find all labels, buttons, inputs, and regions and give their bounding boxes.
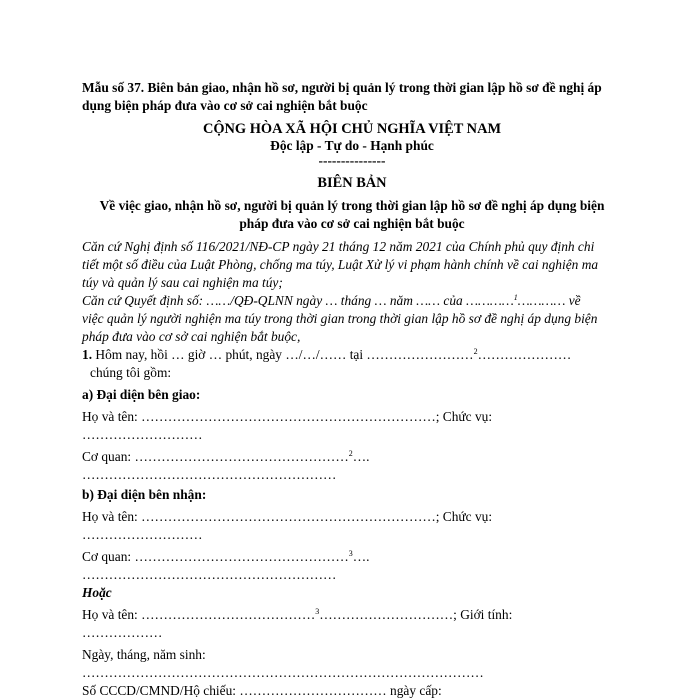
b-org-text: Cơ quan: ………………………………………… bbox=[82, 549, 349, 564]
legal-basis-1-line-2: tiết một số điều của Luật Phòng, chống ma túy, Luật Xử lý vi phạm hành chính về cai nghiện ma bbox=[82, 257, 599, 272]
b-org-field-cont: ………………………………………………… bbox=[82, 567, 337, 582]
legal-basis-2-tail: ………… về bbox=[517, 293, 581, 308]
section-b-heading: b) Đại diện bên nhận: bbox=[82, 487, 207, 502]
person-id-field: Số CCCD/CMND/Hộ chiếu: …………………………… ngày cấp: bbox=[82, 683, 442, 698]
document-type: BIÊN BẢN bbox=[317, 175, 387, 191]
person-name-field bbox=[82, 606, 622, 624]
item-1-line-1 bbox=[82, 346, 622, 364]
legal-basis-1-line-3: túy và quản lý sau cai nghiện ma túy; bbox=[82, 275, 283, 290]
legal-basis-1-line-1: Căn cứ Nghị định số 116/2021/NĐ-CP ngày 21 tháng 12 năm 2021 của Chính phủ quy định chi bbox=[82, 239, 595, 254]
legal-basis-2-line-1 bbox=[82, 292, 622, 310]
person-name-text: Họ và tên: ………………………………… bbox=[82, 607, 316, 622]
b-name-field-cont: ……………………… bbox=[82, 527, 203, 542]
footnote-marker: 2 bbox=[348, 449, 353, 458]
person-dob-field-cont: ……………………………………………………………………………… bbox=[82, 665, 484, 680]
subject-line-2: pháp đưa vào cơ sở cai nghiện bắt buộc bbox=[239, 216, 465, 231]
footnote-marker: 3 bbox=[315, 607, 320, 616]
footnote-marker: 2 bbox=[473, 347, 478, 356]
a-org-text: Cơ quan: ………………………………………… bbox=[82, 449, 349, 464]
item-1-tail: ………………… bbox=[477, 347, 572, 362]
national-name: CỘNG HÒA XÃ HỘI CHỦ NGHĨA VIỆT NAM bbox=[202, 121, 502, 137]
legal-basis-2-line-2: việc quản lý người nghiện ma túy trong thời gian trong thời gian lập hồ sơ đề nghị áp dụng biện bbox=[82, 311, 598, 326]
subject-line-1: Về việc giao, nhận hồ sơ, người bị quản lý trong thời gian lập hồ sơ đề nghị áp dụng biện bbox=[99, 198, 605, 213]
b-org-field bbox=[82, 548, 622, 566]
section-a-heading: a) Đại diện bên giao: bbox=[82, 387, 201, 402]
person-name-field-cont: ……………… bbox=[82, 625, 163, 640]
a-name-field: Họ và tên: …………………………………………………………; Chức vụ: bbox=[82, 409, 493, 424]
form-title-line-2: dụng biện pháp đưa vào cơ sở cai nghiện bắt buộc bbox=[82, 98, 368, 113]
person-name-tail: …………………………; Giới tính: bbox=[319, 607, 513, 622]
person-dob-field: Ngày, tháng, năm sinh: bbox=[82, 647, 206, 662]
a-org-field bbox=[82, 448, 622, 466]
item-1-line-2: chúng tôi gồm: bbox=[90, 365, 172, 380]
footnote-marker: 3 bbox=[348, 549, 353, 558]
a-org-tail: …. bbox=[352, 449, 370, 464]
b-org-tail: …. bbox=[352, 549, 370, 564]
legal-basis-2-line-3: pháp đưa vào cơ sở cai nghiện bắt buộc, bbox=[82, 329, 301, 344]
a-org-field-cont: ………………………………………………… bbox=[82, 467, 337, 482]
item-1-text: Hôm nay, hồi … giờ … phút, ngày …/…/…… tại …………………… bbox=[92, 347, 474, 362]
motto: Độc lập - Tự do - Hạnh phúc bbox=[270, 138, 434, 153]
legal-basis-2-text: Căn cứ Quyết định số: ……/QĐ-QLNN ngày … tháng … năm …… của ………… bbox=[82, 293, 514, 308]
b-name-field: Họ và tên: …………………………………………………………; Chức vụ: bbox=[82, 509, 493, 524]
item-1-number: 1. bbox=[82, 347, 93, 362]
or-heading: Hoặc bbox=[82, 585, 112, 600]
a-name-field-cont: ……………………… bbox=[82, 427, 203, 442]
motto-rule: --------------- bbox=[318, 153, 386, 168]
footnote-marker: 1 bbox=[513, 293, 518, 302]
form-title-line-1: Mẫu số 37. Biên bản giao, nhận hồ sơ, người bị quản lý trong thời gian lập hồ sơ đề nghị áp bbox=[82, 80, 602, 95]
